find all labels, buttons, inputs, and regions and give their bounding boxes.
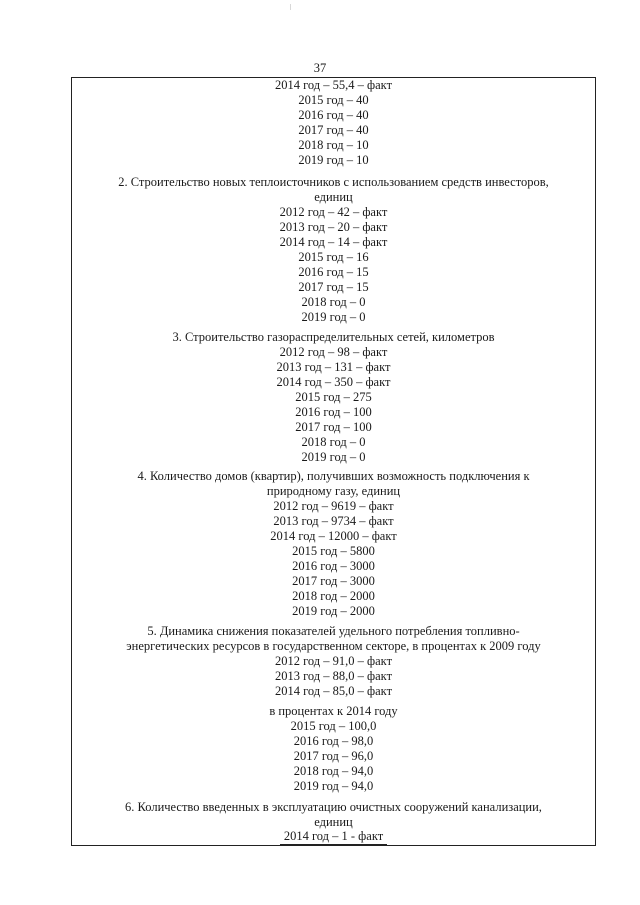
- section-4-title: 4. Количество домов (квартир), получивших возможность подключения к: [137, 469, 530, 483]
- value-line: 2014 год – 55,4 – факт: [274, 78, 393, 92]
- value-line: 2017 год – 15: [298, 280, 369, 294]
- value-line: 2019 год – 0: [301, 450, 366, 464]
- value-line: 2018 год – 0: [301, 435, 366, 449]
- page-number: 37: [313, 61, 327, 75]
- value-line: 2019 год – 10: [298, 153, 369, 167]
- section-4-title-cont: природному газу, единиц: [266, 484, 401, 498]
- value-line: 2016 год – 100: [295, 405, 372, 419]
- value-line: 2017 год – 96,0: [293, 749, 374, 763]
- section-5-title: 5. Динамика снижения показателей удельного потребления топливно-: [147, 624, 520, 638]
- value-line: 2016 год – 3000: [292, 559, 375, 573]
- value-line: 2015 год – 275: [295, 390, 372, 404]
- value-line: 2017 год – 40: [298, 123, 369, 137]
- value-line: 2012 год – 98 – факт: [279, 345, 388, 359]
- value-line: 2015 год – 100,0: [290, 719, 377, 733]
- value-line: 2018 год – 2000: [292, 589, 375, 603]
- section-6-title: 6. Количество введенных в эксплуатацию очистных сооружений канализации,: [125, 800, 542, 814]
- value-line: 2018 год – 0: [301, 295, 366, 309]
- value-line: 2013 год – 131 – факт: [276, 360, 391, 374]
- value-line: 2012 год – 42 – факт: [279, 205, 388, 219]
- last-value-text: 2014 год – 1 - факт: [280, 829, 387, 845]
- value-line: 2017 год – 100: [295, 420, 372, 434]
- value-line: 2019 год – 94,0: [293, 779, 374, 793]
- value-line: 2016 год – 98,0: [293, 734, 374, 748]
- section-6-title-cont: единиц: [314, 815, 353, 829]
- value-line: 2018 год – 94,0: [293, 764, 374, 778]
- value-line: 2014 год – 85,0 – факт: [274, 684, 393, 698]
- value-line: 2016 год – 15: [298, 265, 369, 279]
- section-2-title-cont: единиц: [314, 190, 353, 204]
- value-line: 2013 год – 88,0 – факт: [274, 669, 393, 683]
- scan-artifact: [290, 4, 291, 10]
- value-line: 2014 год – 12000 – факт: [270, 529, 397, 543]
- value-line: 2016 год – 40: [298, 108, 369, 122]
- section-3-title: 3. Строительство газораспределительных сетей, километров: [172, 330, 495, 344]
- value-line: 2012 год – 91,0 – факт: [274, 654, 393, 668]
- value-line: 2018 год – 10: [298, 138, 369, 152]
- value-line: 2013 год – 20 – факт: [279, 220, 388, 234]
- value-line: 2015 год – 16: [298, 250, 369, 264]
- value-line: 2015 год – 40: [298, 93, 369, 107]
- value-line: 2014 год – 350 – факт: [276, 375, 391, 389]
- value-line: 2019 год – 2000: [292, 604, 375, 618]
- section-5-title-cont: энергетических ресурсов в государственном секторе, в процентах к 2009 году: [126, 639, 541, 653]
- value-line: 2012 год – 9619 – факт: [273, 499, 394, 513]
- value-line: 2015 год – 5800: [292, 544, 375, 558]
- section-5-subheading: в процентах к 2014 году: [269, 704, 398, 718]
- value-line: 2017 год – 3000: [292, 574, 375, 588]
- value-line: 2013 год – 9734 – факт: [273, 514, 394, 528]
- last-value-line: [72, 829, 595, 845]
- value-line: 2019 год – 0: [301, 310, 366, 324]
- document-table-cell: [71, 77, 596, 846]
- section-2-title: 2. Строительство новых теплоисточников с использованием средств инвесторов,: [118, 175, 549, 189]
- value-line: 2014 год – 14 – факт: [279, 235, 388, 249]
